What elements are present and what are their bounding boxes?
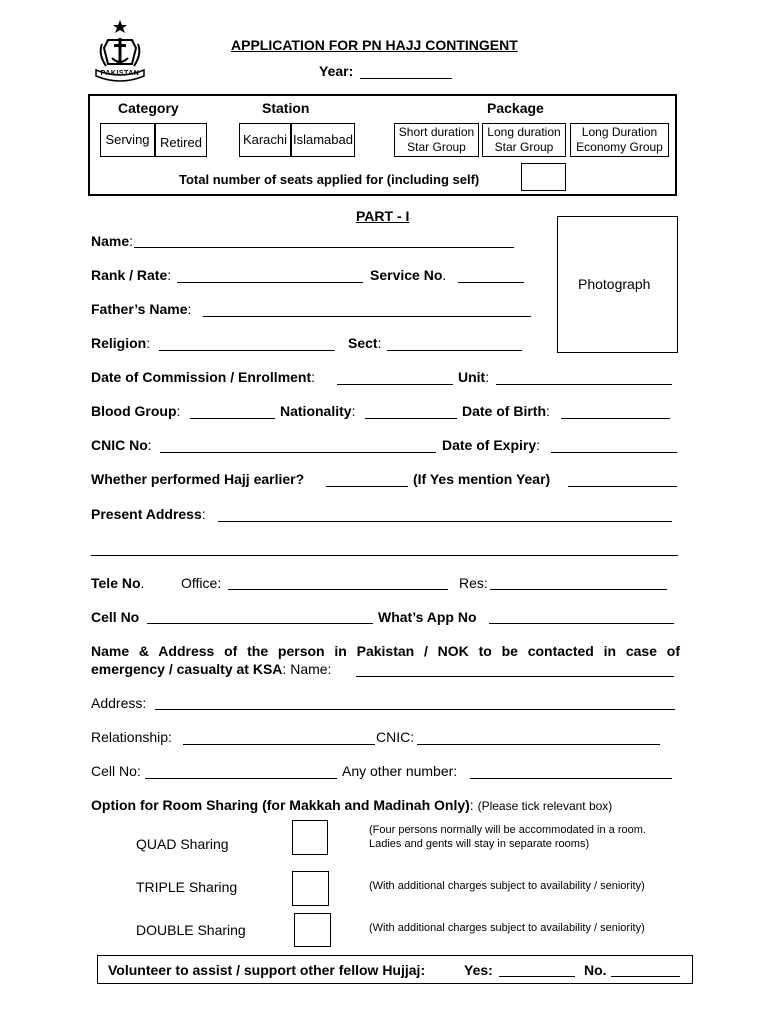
dob-label: Date of Birth: bbox=[462, 403, 550, 419]
volunteer-no-field[interactable] bbox=[611, 976, 680, 977]
tele-res-label: Res: bbox=[459, 575, 488, 591]
part-title: PART - I bbox=[356, 208, 410, 224]
nok-relationship-label: Relationship: bbox=[91, 729, 172, 745]
religion-field[interactable] bbox=[159, 350, 335, 351]
nok-cnic-field[interactable] bbox=[417, 744, 660, 745]
volunteer-label: Volunteer to assist / support other fellow Hujjaj: bbox=[108, 962, 426, 978]
volunteer-yes-label: Yes: bbox=[464, 962, 493, 978]
double-sharing-note: (With additional charges subject to availability / seniority) bbox=[369, 922, 645, 934]
dob-field[interactable] bbox=[561, 418, 670, 419]
year-field[interactable] bbox=[360, 78, 452, 79]
station-label: Station bbox=[262, 100, 310, 116]
rank-label: Rank / Rate: bbox=[91, 267, 172, 283]
service-no-label: Service No. bbox=[370, 267, 447, 283]
quad-sharing-label: QUAD Sharing bbox=[136, 836, 229, 852]
sect-field[interactable] bbox=[387, 350, 522, 351]
present-address-field-2[interactable] bbox=[91, 555, 678, 556]
tele-office-field[interactable] bbox=[228, 589, 448, 590]
unit-field[interactable] bbox=[496, 384, 672, 385]
tele-res-field[interactable] bbox=[490, 589, 667, 590]
date-commission-field[interactable] bbox=[337, 384, 453, 385]
volunteer-yes-field[interactable] bbox=[499, 976, 575, 977]
nok-other-number-field[interactable] bbox=[470, 778, 672, 779]
volunteer-no-label: No. bbox=[584, 962, 607, 978]
rank-field[interactable] bbox=[177, 282, 363, 283]
date-commission-label: Date of Commission / Enrollment: bbox=[91, 369, 316, 385]
present-address-field[interactable] bbox=[218, 521, 672, 522]
triple-sharing-note: (With additional charges subject to availability / seniority) bbox=[369, 880, 645, 892]
station-islamabad-option[interactable]: Islamabad bbox=[291, 123, 355, 157]
triple-sharing-label: TRIPLE Sharing bbox=[136, 879, 238, 895]
photograph-label: Photograph bbox=[578, 276, 651, 292]
page-title: APPLICATION FOR PN HAJJ CONTINGENT bbox=[231, 37, 518, 53]
father-name-field[interactable] bbox=[203, 316, 531, 317]
hajj-earlier-field[interactable] bbox=[326, 486, 408, 487]
year-label: Year: bbox=[319, 63, 354, 79]
room-sharing-heading: Option for Room Sharing (for Makkah and Madinah Only): (Please tick relevant box) bbox=[91, 797, 613, 813]
cell-label: Cell No bbox=[91, 609, 140, 625]
service-no-field[interactable] bbox=[458, 282, 524, 283]
nok-cell-label: Cell No: bbox=[91, 763, 141, 779]
package-long-economy-option[interactable]: Long Duration Economy Group bbox=[570, 123, 669, 157]
unit-label: Unit: bbox=[458, 369, 490, 385]
total-seats-label: Total number of seats applied for (including self) bbox=[179, 172, 480, 187]
total-seats-field[interactable] bbox=[521, 163, 566, 191]
quad-sharing-note: (Four persons normally will be accommodated in a room. Ladies and gents will stay in separate rooms) bbox=[369, 824, 646, 850]
pakistan-navy-emblem bbox=[92, 18, 148, 84]
double-sharing-checkbox[interactable] bbox=[294, 913, 331, 947]
package-short-star-option[interactable]: Short duration Star Group bbox=[394, 123, 479, 157]
category-retired-option[interactable]: Retired bbox=[155, 123, 207, 157]
religion-label: Religion: bbox=[91, 335, 151, 351]
name-field[interactable] bbox=[134, 247, 514, 248]
nationality-field[interactable] bbox=[365, 418, 457, 419]
station-karachi-option[interactable]: Karachi bbox=[239, 123, 291, 157]
nationality-label: Nationality: bbox=[280, 403, 356, 419]
category-label: Category bbox=[118, 100, 179, 116]
nok-address-label: Address: bbox=[91, 695, 147, 711]
hajj-year-label: (If Yes mention Year) bbox=[413, 471, 551, 487]
nok-name-field[interactable] bbox=[356, 676, 674, 677]
nok-cell-field[interactable] bbox=[145, 778, 337, 779]
cell-field[interactable] bbox=[147, 623, 373, 624]
name-label: Name: bbox=[91, 233, 134, 249]
cnic-field[interactable] bbox=[160, 452, 436, 453]
expiry-field[interactable] bbox=[551, 452, 677, 453]
nok-heading-line2: emergency / casualty at KSA: Name: bbox=[91, 661, 332, 677]
father-name-label: Father’s Name: bbox=[91, 301, 192, 317]
sect-label: Sect: bbox=[348, 335, 382, 351]
package-label: Package bbox=[487, 100, 544, 116]
tele-office-label: Office: bbox=[181, 575, 222, 591]
package-long-star-option[interactable]: Long duration Star Group bbox=[482, 123, 566, 157]
double-sharing-label: DOUBLE Sharing bbox=[136, 922, 246, 938]
hajj-earlier-label: Whether performed Hajj earlier? bbox=[91, 471, 305, 487]
logo-text: PAKISTAN bbox=[100, 70, 140, 77]
blood-group-label: Blood Group: bbox=[91, 403, 181, 419]
cnic-label: CNIC No: bbox=[91, 437, 152, 453]
hajj-year-field[interactable] bbox=[568, 486, 677, 487]
triple-sharing-checkbox[interactable] bbox=[292, 871, 329, 906]
quad-sharing-checkbox[interactable] bbox=[292, 820, 328, 855]
whatsapp-label: What’s App No bbox=[378, 609, 477, 625]
present-address-label: Present Address: bbox=[91, 506, 206, 522]
blood-group-field[interactable] bbox=[190, 418, 275, 419]
nok-cnic-label: CNIC: bbox=[376, 729, 415, 745]
nok-heading-line1: Name & Address of the person in Pakistan / NOK to be contacted in case of bbox=[91, 643, 680, 659]
whatsapp-field[interactable] bbox=[489, 623, 674, 624]
nok-address-field[interactable] bbox=[155, 709, 675, 710]
category-serving-option[interactable]: Serving bbox=[100, 123, 155, 157]
nok-relationship-field[interactable] bbox=[183, 744, 375, 745]
nok-other-number-label: Any other number: bbox=[342, 763, 458, 779]
tele-label: Tele No. bbox=[91, 575, 145, 591]
expiry-label: Date of Expiry: bbox=[442, 437, 541, 453]
